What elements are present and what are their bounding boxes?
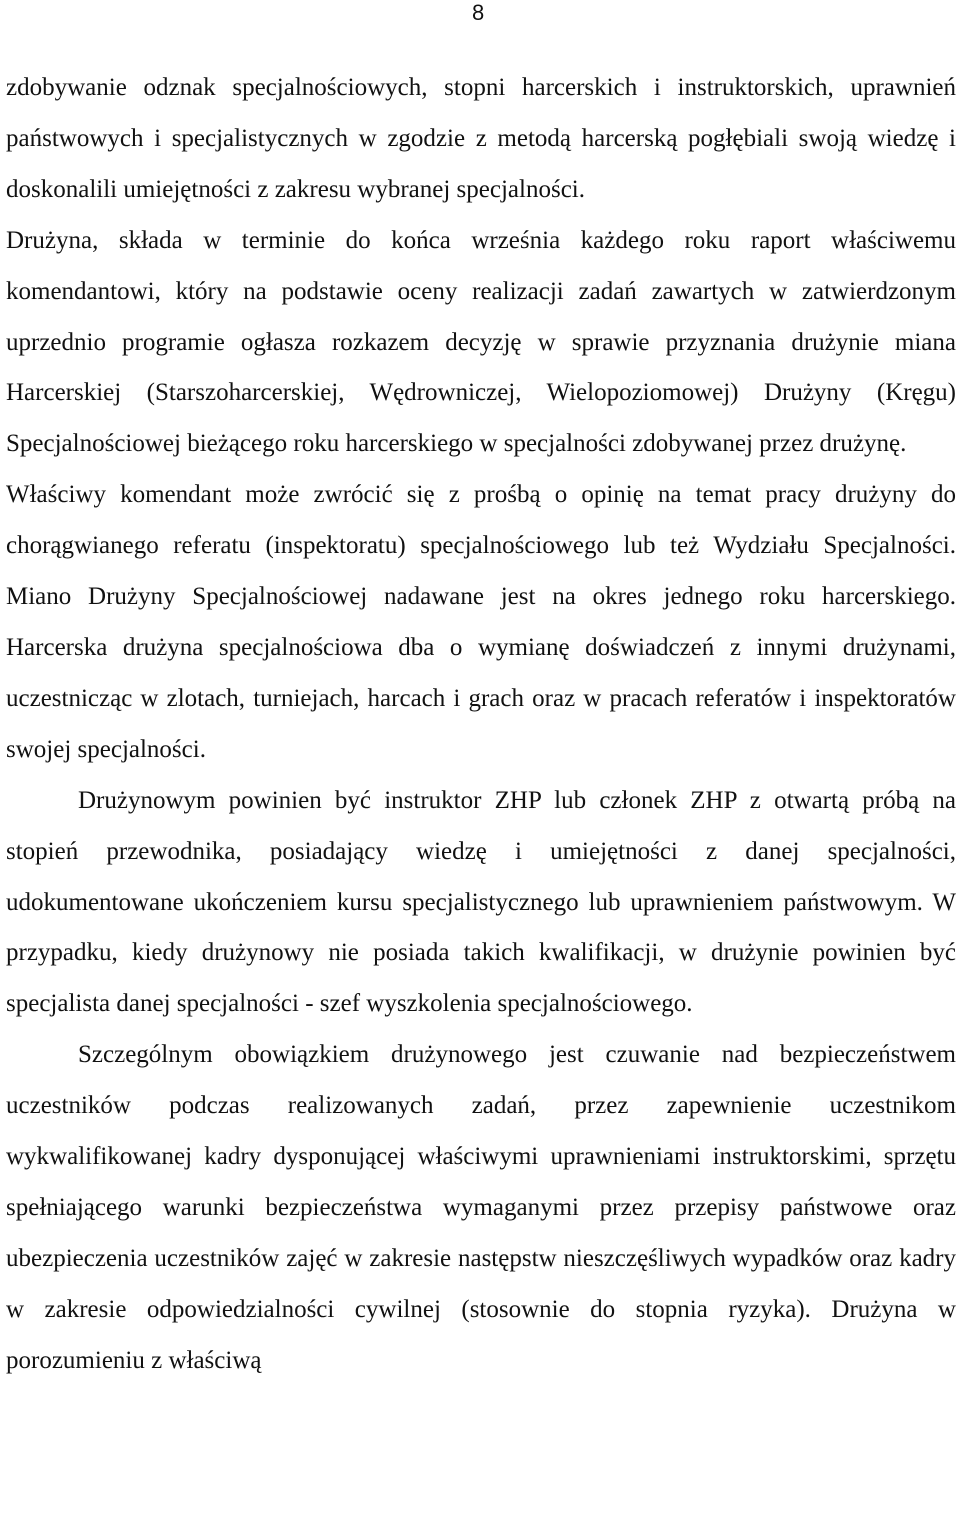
paragraph-1: zdobywanie odznak specjalnościowych, stopni harcerskich i instruktorskich, uprawnień państwowych i specjalistycznych w zgodzie z metodą harcerską pogłębiali swoją wiedzę i doskonalili umiejętności z zakresu wybranej specjalności. bbox=[6, 74, 956, 203]
document-body bbox=[6, 63, 956, 1387]
paragraph-4: Drużynowym powinien być instruktor ZHP lub członek ZHP z otwartą próbą na stopień przewodnika, posiadający wiedzę i umiejętności z danej specjalności, udokumentowane ukończeniem kursu specjalistycznego lub uprawnieniem państwowym. W przypadku, kiedy drużynowy nie posiada takich kwalifikacji, w drużynie powinien być specjalista danej specjalności - szef wyszkolenia specjalnościowego. bbox=[6, 786, 956, 1018]
paragraph-5: Szczególnym obowiązkiem drużynowego jest czuwanie nad bezpieczeństwem uczestników podczas realizowanych zadań, przez zapewnienie uczestnikom wykwalifikowanej kadry dysponującej właściwymi uprawnieniami instruktorskimi, sprzętu spełniającego warunki bezpieczeństwa wymaganymi przez przepisy państwowe oraz ubezpieczenia uczestników zajęć w zakresie następstw nieszczęśliwych wypadków oraz kadry w zakresie odpowiedzialności cywilnej (stosownie do stopnia ryzyka). Drużyna w porozumieniu z właściwą bbox=[6, 1041, 956, 1374]
paragraph-2: Drużyna, składa w terminie do końca września każdego roku raport właściwemu komendantowi, który na podstawie oceny realizacji zadań zawartych w zatwierdzonym uprzednio programie ogłasza rozkazem decyzję w sprawie przyznania drużynie miana Harcerskiej (Starszoharcerskiej, Wędrowniczej, Wielopoziomowej) Drużyny (Kręgu) Specjalnościowej bieżącego roku harcerskiego w specjalności zdobywanej przez drużynę. bbox=[6, 226, 956, 458]
page-number: 8 bbox=[472, 0, 485, 25]
paragraph-3: Właściwy komendant może zwrócić się z prośbą o opinię na temat pracy drużyny do chorągwianego referatu (inspektoratu) specjalnościowego lub też Wydziału Specjalności. Miano Drużyny Specjalnościowej nadawane jest na okres jednego roku harcerskiego. Harcerska drużyna specjalnościowa dba o wymianę doświadczeń z innymi drużynami, uczestnicząc w zlotach, turniejach, harcach i grach oraz w pracach referatów i inspektoratów swojej specjalności. bbox=[6, 481, 956, 763]
